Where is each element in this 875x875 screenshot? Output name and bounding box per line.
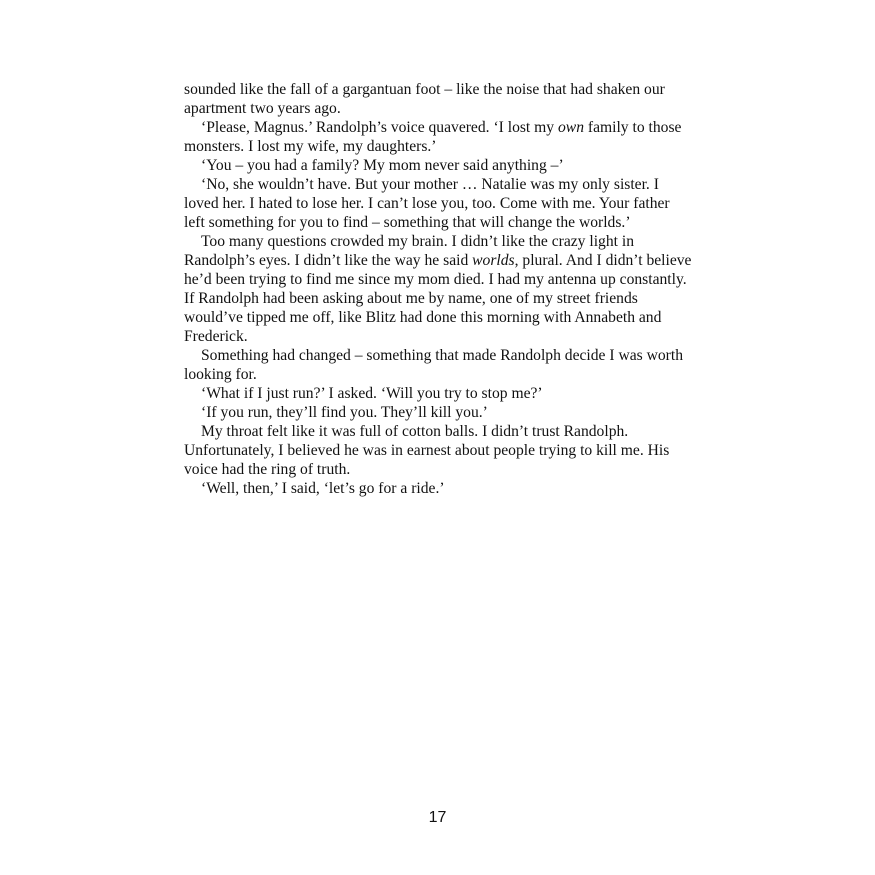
paragraph: [184, 232, 694, 346]
italic-text: own: [558, 119, 584, 136]
page-number: 17: [428, 809, 447, 826]
text-segment: ‘If you run, they’ll find you. They’ll kill you.’: [201, 404, 488, 421]
paragraph: [184, 80, 694, 118]
text-segment: sounded like the fall of a gargantuan foot – like the noise that had shaken our apartment two years ago.: [184, 81, 665, 117]
text-segment: ‘Well, then,’ I said, ‘let’s go for a ride.’: [201, 480, 445, 497]
text-segment: family to those monsters. I lost my wife, my daughters.’: [184, 119, 682, 155]
text-segment: ‘No, she wouldn’t have. But your mother … Natalie was my only sister. I loved her. I hated to lose her. I can’t lose you, too. Come with me. Your father left something for you to find – something that will change the worlds.’: [184, 176, 670, 231]
italic-text: worlds: [472, 252, 515, 269]
body-text: [184, 80, 694, 498]
text-segment: ‘Please, Magnus.’ Randolph’s voice quavered. ‘I lost my: [201, 119, 558, 136]
text-segment: , plural. And I didn’t believe he’d been trying to find me since my mom died. I had my antenna up constantly. If Randolph had been asking about me by name, one of my street friends would’ve tipped me off, like Blitz had done this morning with Annabeth and Frederick.: [184, 252, 692, 345]
text-segment: Something had changed – something that made Randolph decide I was worth looking for.: [184, 347, 683, 383]
paragraph: [184, 346, 694, 384]
paragraph: [184, 118, 694, 156]
text-segment: ‘What if I just run?’ I asked. ‘Will you try to stop me?’: [201, 385, 543, 402]
paragraph: [184, 384, 694, 403]
paragraph: [184, 422, 694, 479]
paragraph: [184, 479, 694, 498]
paragraph: [184, 403, 694, 422]
text-segment: My throat felt like it was full of cotton balls. I didn’t trust Randolph. Unfortunately, I believed he was in earnest about people trying to kill me. His voice had the ring of truth.: [184, 423, 670, 478]
paragraph: [184, 156, 694, 175]
paragraph: [184, 175, 694, 232]
text-segment: Too many questions crowded my brain. I didn’t like the crazy light in Randolph’s eyes. I didn’t like the way he said: [184, 233, 634, 269]
text-segment: ‘You – you had a family? My mom never said anything –’: [201, 157, 564, 174]
